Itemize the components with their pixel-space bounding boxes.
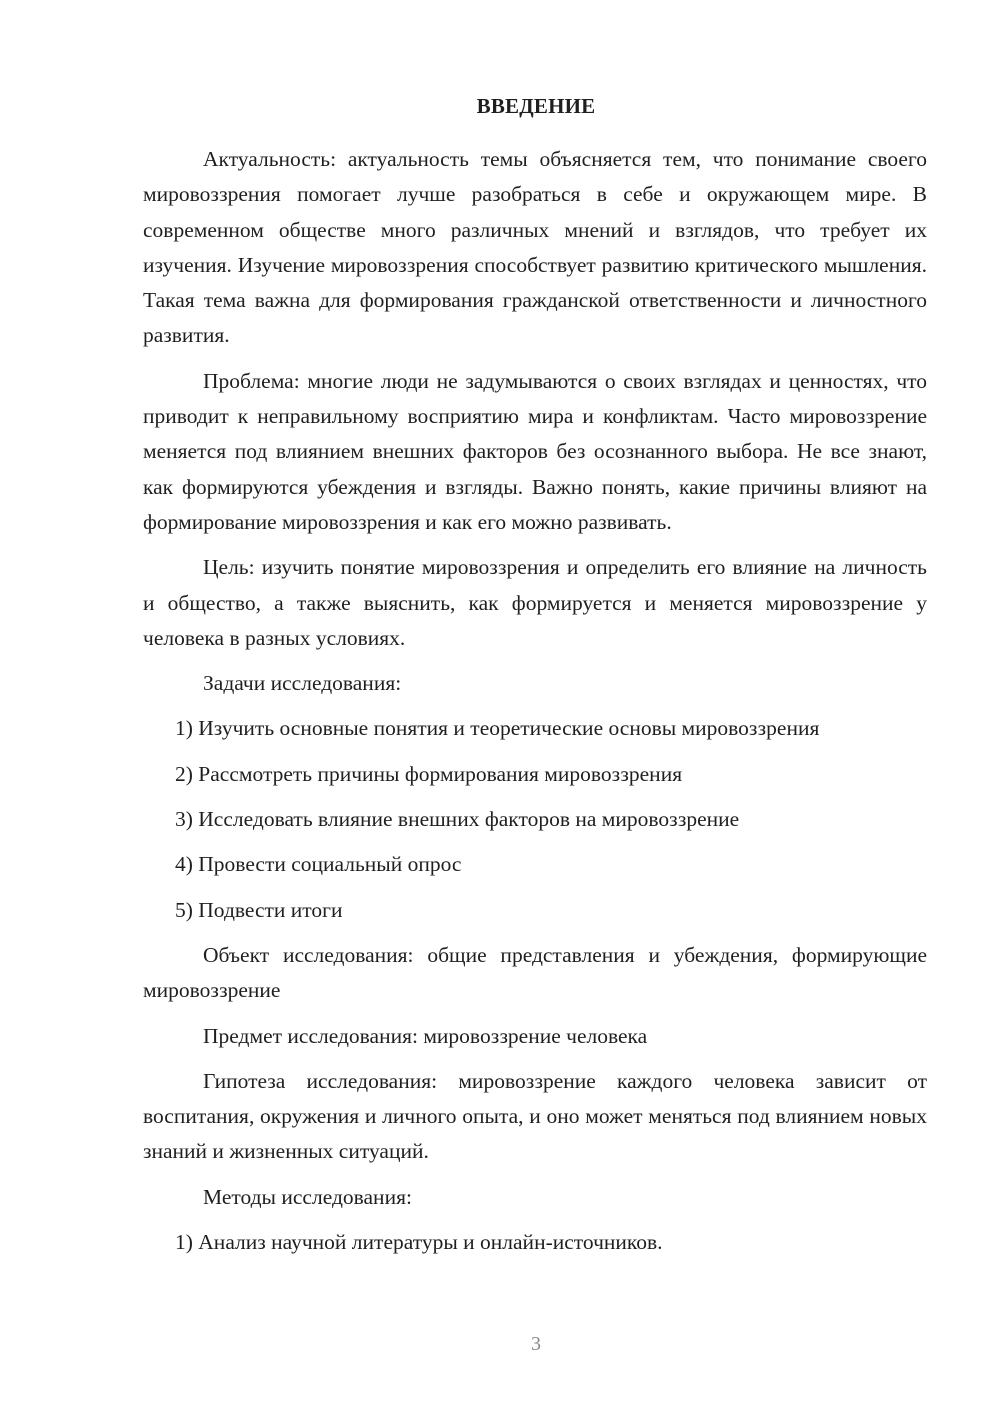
task-item: 4) Провести социальный опрос [175, 852, 462, 877]
page-number: 3 [531, 1333, 541, 1355]
subject-paragraph: Предмет исследования: мировоззрение человека [203, 1023, 648, 1048]
object-paragraph: Объект исследования: общие представления и убеждения, формирующие мировоззрение [143, 942, 927, 1003]
relevance-paragraph: Актуальность: актуальность темы объясняется тем, что понимание своего мировоззрения помогает лучше разобраться в себе и окружающем мире. В современном обществе много различных мнений и взглядов, что требует их изучения. Изучение мировоззрения способствует развитию критического мышления. Такая тема важна для формирования гражданской ответственности и личностного развития. [143, 147, 927, 348]
methods-title: Методы исследования: [203, 1184, 412, 1209]
methods-list [143, 1225, 927, 1260]
hypothesis-paragraph: Гипотеза исследования: мировоззрение каждого человека зависит от воспитания, окружения и личного опыта, и оно может меняться под влиянием новых знаний и жизненных ситуаций. [143, 1068, 927, 1164]
method-item: 1) Анализ научной литературы и онлайн-источников. [175, 1230, 663, 1255]
task-item: 1) Изучить основные понятия и теоретические основы мировоззрения [175, 716, 820, 741]
document-body [143, 142, 927, 1270]
tasks-list [143, 711, 927, 927]
task-item: 2) Рассмотреть причины формирования мировоззрения [175, 761, 683, 786]
section-heading: ВВЕДЕНИЕ [476, 94, 596, 118]
goal-paragraph: Цель: изучить понятие мировоззрения и определить его влияние на личность и общество, а также выяснить, как формируется и меняется мировоззрение у человека в разных условиях. [143, 555, 927, 650]
problem-paragraph: Проблема: многие люди не задумываются о своих взглядах и ценностях, что приводит к неправильному восприятию мира и конфликтам. Часто мировоззрение меняется под влиянием внешних факторов без осознанного выбора. Не все знают, как формируются убеждения и взгляды. Важно понять, какие причины влияют на формирование мировоззрения и как его можно развивать. [143, 368, 927, 534]
task-item: 5) Подвести итоги [175, 897, 343, 922]
tasks-title: Задачи исследования: [203, 671, 402, 696]
task-item: 3) Исследовать влияние внешних факторов на мировоззрение [175, 807, 740, 832]
